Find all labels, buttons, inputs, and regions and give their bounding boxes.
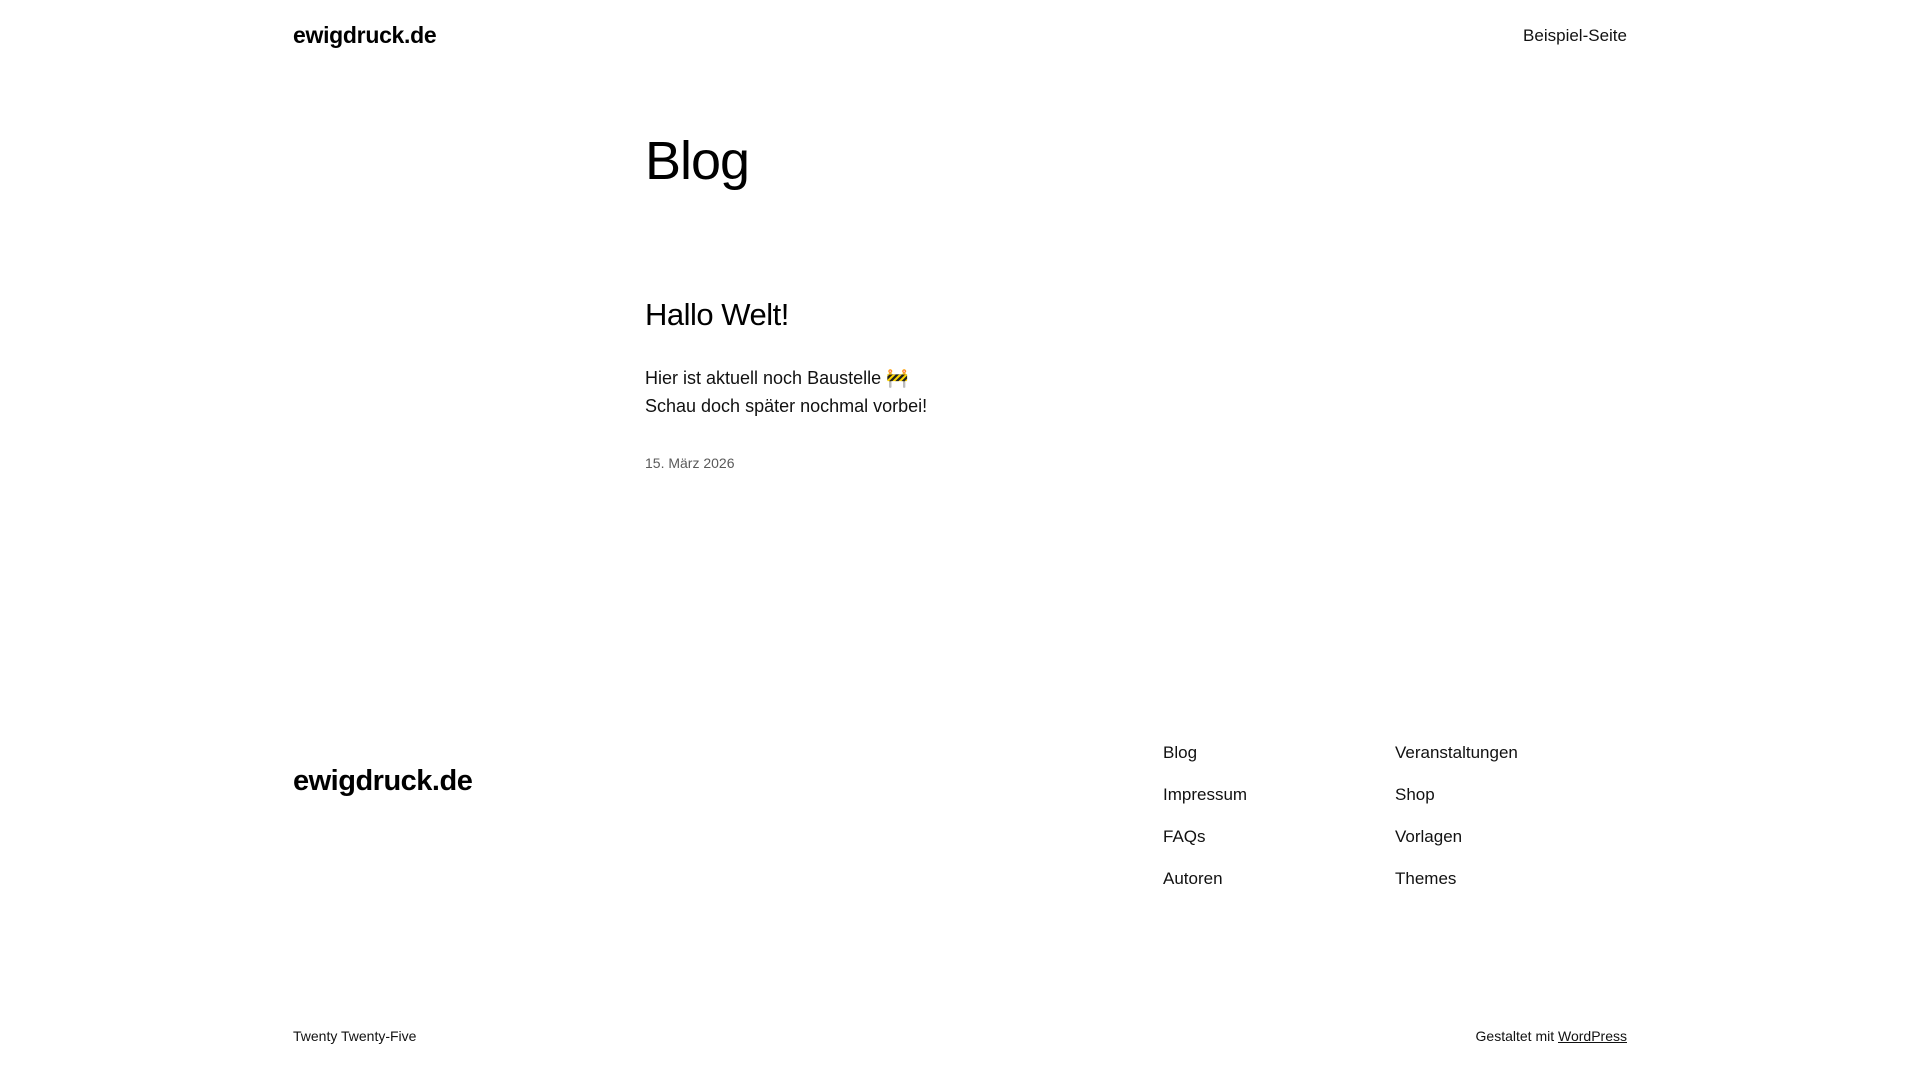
list-item	[1163, 742, 1395, 764]
footer-credit-prefix: Gestaltet mit	[1475, 1028, 1555, 1044]
footer-link-autoren[interactable]: Autoren	[1163, 869, 1223, 889]
footer-credit-link[interactable]: WordPress	[1558, 1028, 1627, 1044]
footer-link-faqs[interactable]: FAQs	[1163, 827, 1206, 847]
post-excerpt-line-1: Hier ist aktuell noch Baustelle 🚧	[645, 368, 909, 389]
list-item	[1395, 784, 1627, 806]
footer-link-vorlagen[interactable]: Vorlagen	[1395, 827, 1463, 847]
footer-column-2	[1395, 742, 1627, 890]
post-item	[645, 296, 1405, 472]
footer-link-themes[interactable]: Themes	[1395, 869, 1457, 889]
list-item	[1163, 784, 1395, 806]
list-item	[1395, 868, 1627, 890]
footer-theme-name: Twenty Twenty-Five	[293, 1028, 417, 1044]
post-list	[645, 296, 1405, 472]
list-item	[1395, 826, 1627, 848]
post-title	[645, 296, 1405, 333]
footer-list-1	[1163, 742, 1395, 890]
footer-top	[293, 742, 1627, 890]
nav-item-beispiel-seite[interactable]: Beispiel-Seite	[1523, 25, 1627, 45]
post-excerpt	[645, 365, 1405, 421]
footer-link-columns	[1163, 742, 1627, 890]
footer-column-1	[1163, 742, 1395, 890]
footer-credit	[1476, 1027, 1627, 1045]
page-title: Blog	[645, 131, 750, 191]
footer-list-2	[1395, 742, 1627, 890]
list-item	[1163, 826, 1395, 848]
footer-link-blog[interactable]: Blog	[1163, 743, 1198, 762]
footer-link-impressum[interactable]: Impressum	[1163, 785, 1248, 805]
post-title-link[interactable]: Hallo Welt!	[645, 297, 789, 333]
site-header	[0, 0, 1920, 72]
post-date: 15. März 2026	[645, 455, 735, 472]
footer-link-veranstaltungen[interactable]: Veranstaltungen	[1395, 743, 1518, 762]
site-title[interactable]: ewigdruck.de	[293, 22, 437, 49]
site-footer	[0, 742, 1920, 890]
main-navigation	[1523, 26, 1627, 46]
list-item	[1395, 742, 1627, 764]
footer-brand[interactable]: ewigdruck.de	[293, 765, 473, 797]
footer-link-shop[interactable]: Shop	[1395, 785, 1435, 805]
main-content	[645, 130, 1405, 512]
footer-bottom-bar	[0, 1027, 1920, 1045]
list-item	[1163, 868, 1395, 890]
post-excerpt-line-2: Schau doch später nochmal vorbei!	[645, 396, 928, 417]
